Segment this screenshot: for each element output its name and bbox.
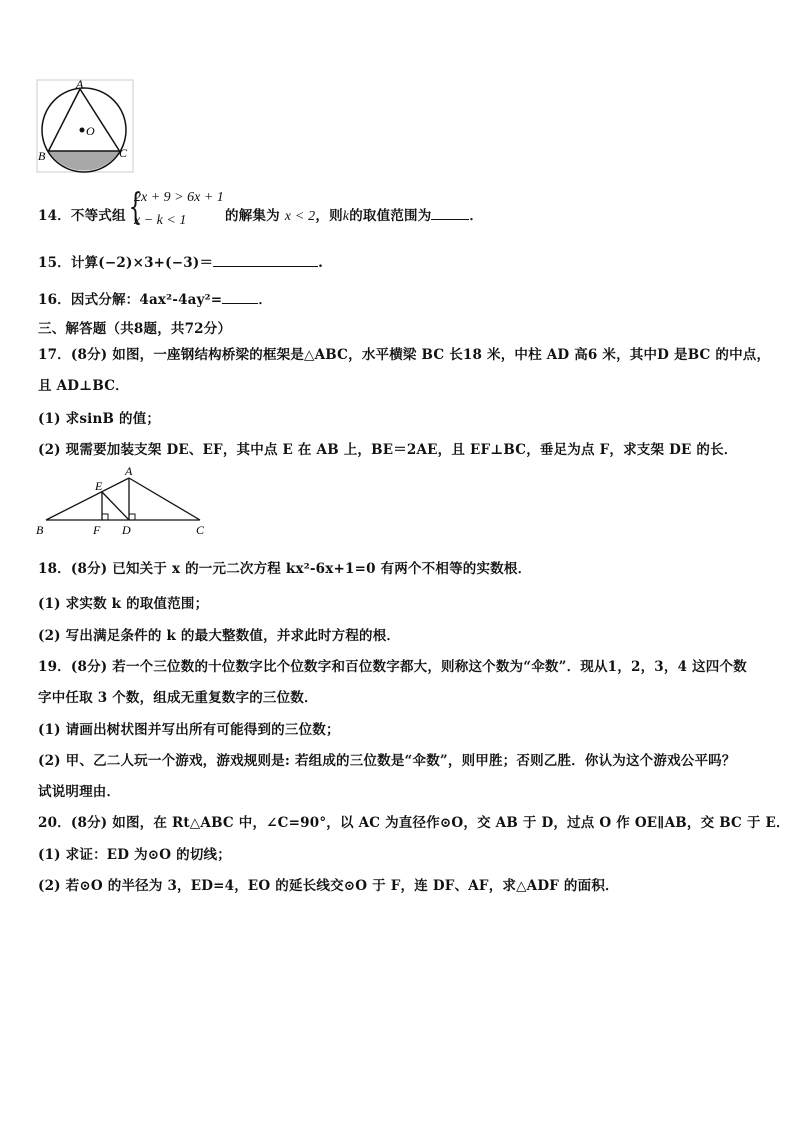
q14-system-eq2: x − k < 1 bbox=[134, 213, 187, 228]
q14-prefix: 14．不等式组 bbox=[38, 208, 126, 224]
label-E: E bbox=[95, 479, 103, 493]
q14-cond: x < 2 bbox=[284, 209, 316, 224]
label-F: F bbox=[93, 523, 101, 537]
label-A: A bbox=[125, 464, 133, 478]
q14-system-eq1: 2x + 9 > 6x + 1 bbox=[134, 190, 224, 205]
q17-part2: (2) 现需要加装支架 DE、EF，其中点 E 在 AB 上，BE＝2AE，且 EF⊥BC，垂足为点 F，求支架 DE 的长． bbox=[38, 442, 738, 458]
q14-suffix-b: 的取值范围为 bbox=[349, 208, 432, 224]
q19-part2b: 试说明理由． bbox=[38, 784, 121, 800]
q16-answer-blank bbox=[222, 291, 258, 304]
circle-triangle-figure bbox=[34, 78, 136, 174]
label-C: C bbox=[196, 523, 205, 537]
q15-text: 15．计算(−2)×3+(−3)＝ bbox=[38, 255, 214, 271]
label-B: B bbox=[38, 149, 46, 163]
q18-part1: (1) 求实数 k 的取值范围； bbox=[38, 596, 209, 612]
label-C: C bbox=[119, 146, 128, 160]
question-16 bbox=[38, 288, 272, 308]
q18-part2: (2) 写出满足条件的 k 的最大整数值，并求此时方程的根． bbox=[38, 628, 401, 644]
q16-text: 16．因式分解：4ax²-4ay²= bbox=[38, 292, 223, 308]
q20-part2: (2) 若⊙O 的半径为 3，ED=4，EO 的延长线交⊙O 于 F，连 DF、AF，求△ADF 的面积． bbox=[38, 878, 619, 894]
q14-rest bbox=[225, 204, 483, 225]
q19-part2: (2) 甲、乙二人玩一个游戏，游戏规则是: 若组成的三位数是“伞数”，则甲胜；否则乙胜．你认为这个游戏公平吗？ bbox=[38, 753, 736, 769]
q18-line1: 18．(8分) 已知关于 x 的一元二次方程 kx²-6x+1=0 有两个不相等的实数根． bbox=[38, 561, 532, 577]
q14-answer-blank bbox=[431, 207, 469, 220]
q20-part1: (1) 求证：ED 为⊙O 的切线； bbox=[38, 847, 231, 863]
label-B: B bbox=[36, 523, 44, 537]
q16-end: ． bbox=[258, 292, 273, 308]
q17-line1: 17．(8分) 如图，一座钢结构桥梁的框架是△ABC，水平横梁 BC 长18 米，中柱 AD 高6 米，其中D 是BC 的中点， bbox=[38, 347, 771, 363]
q15-end: . bbox=[318, 255, 324, 271]
q19-part1: (1) 请画出树状图并写出所有可能得到的三位数； bbox=[38, 722, 340, 738]
label-O: O bbox=[86, 124, 95, 138]
q14-brace: { bbox=[128, 187, 143, 228]
q14-var: k bbox=[342, 209, 350, 224]
q19-line2: 字中任取 3 个数，组成无重复数字的三位数． bbox=[38, 690, 318, 706]
section-3-title: 三、解答题（共8题，共72分） bbox=[38, 321, 232, 337]
q14-mid: 的解集为 bbox=[225, 208, 280, 224]
q17-line2: 且 AD⊥BC． bbox=[38, 378, 129, 394]
label-A: A bbox=[76, 78, 84, 91]
bridge-triangle-figure bbox=[34, 462, 214, 540]
question-15 bbox=[38, 251, 323, 271]
q19-line1: 19．(8分) 若一个三位数的十位数字比个位数字和百位数字都大，则称这个数为“伞数”．现从1，2，3，4 这四个数 bbox=[38, 659, 747, 675]
q14-suffix-a: ，则 bbox=[315, 208, 343, 224]
question-14 bbox=[38, 204, 126, 224]
label-D: D bbox=[122, 523, 131, 537]
q20-line1: 20．(8分) 如图，在 Rt△ABC 中，∠C=90°，以 AC 为直径作⊙O，交 AB 于 D，过点 O 作 OE∥AB，交 BC 于 E． bbox=[38, 815, 790, 831]
q17-part1: (1) 求sinB 的值； bbox=[38, 411, 161, 427]
q14-end: ． bbox=[469, 208, 484, 224]
q15-answer-blank bbox=[213, 254, 318, 267]
